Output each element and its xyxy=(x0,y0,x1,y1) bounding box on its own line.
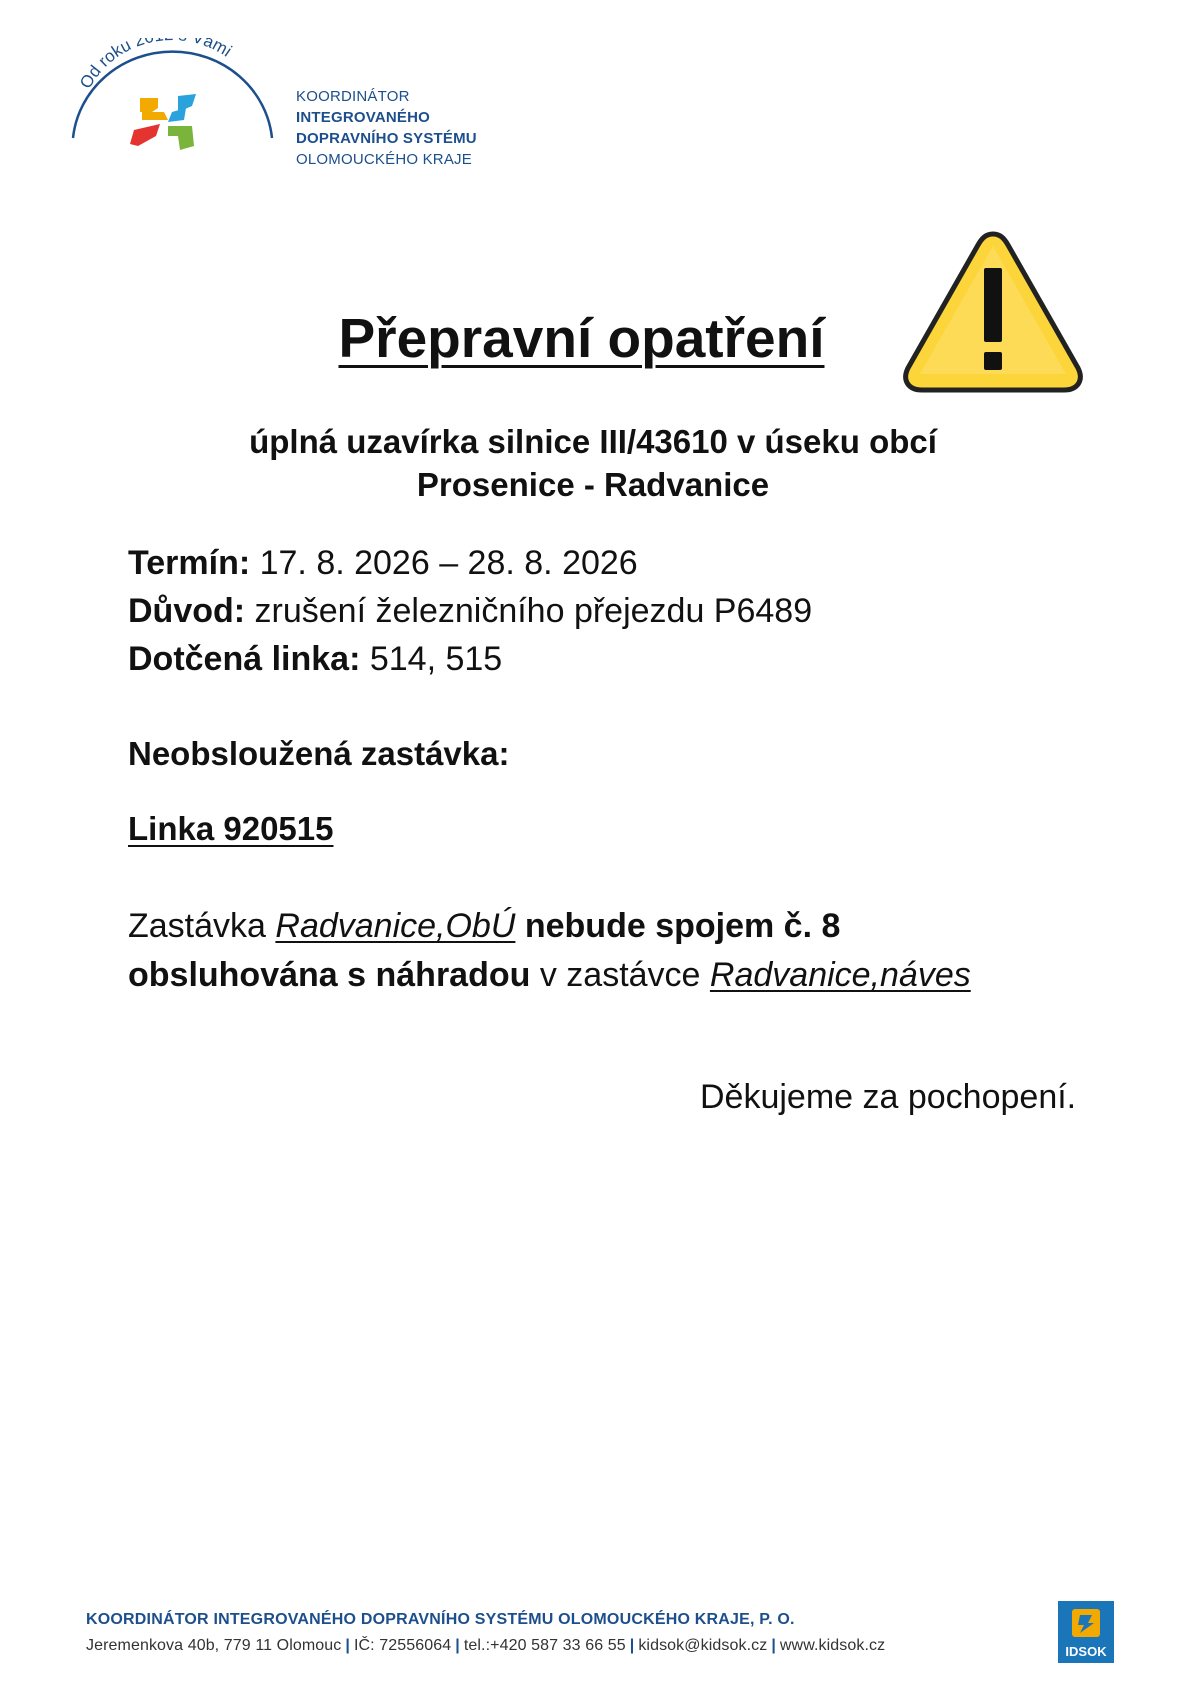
page-title: Přepravní opatření xyxy=(338,307,825,369)
footer-website[interactable]: www.kidsok.cz xyxy=(779,1637,886,1654)
affected-lines-line xyxy=(128,637,502,681)
notice-text-4: v zastávce xyxy=(530,956,710,994)
logo-line-3: DOPRAVNÍHO SYSTÉMU xyxy=(296,130,477,147)
footer-address: Jeremenkova 40b, 779 11 Olomouc xyxy=(86,1637,342,1654)
stop-name-radvanice-obu: Radvanice,ObÚ xyxy=(275,907,516,945)
affected-lines-value: 514, 515 xyxy=(360,640,503,678)
logo-line-1: KOORDINÁTOR xyxy=(296,88,410,105)
term-label: Termín: xyxy=(128,544,251,582)
reason-label: Důvod: xyxy=(128,592,246,630)
notice-text-3: obsluhována s náhradou xyxy=(128,956,531,994)
idsok-logo-icon xyxy=(68,38,328,173)
notice-line-2 xyxy=(128,951,1068,1000)
term-line xyxy=(128,541,638,585)
affected-lines-label: Dotčená linka: xyxy=(128,640,361,678)
warning-triangle-icon xyxy=(900,228,1086,394)
subtitle-line-2: Prosenice - Radvanice xyxy=(416,466,770,503)
closure-subtitle xyxy=(0,420,1186,506)
reason-value: zrušení železničního přejezdu P6489 xyxy=(245,592,813,630)
stop-name-radvanice-naves: Radvanice,náves xyxy=(709,956,971,994)
footer-phone: tel.:+420 587 33 66 55 xyxy=(463,1637,626,1654)
line-heading: Linka 920515 xyxy=(128,810,334,847)
footer-separator: | xyxy=(629,1637,635,1654)
notice-text-1: Zastávka xyxy=(128,907,276,945)
notice-line-1 xyxy=(128,902,1068,951)
footer-org-name: KOORDINÁTOR INTEGROVANÉHO DOPRAVNÍHO SYSTÉMU OLOMOUCKÉHO KRAJE, P. O. xyxy=(86,1611,795,1628)
logo-line-2: INTEGROVANÉHO xyxy=(296,109,430,126)
idsok-badge-label: IDSOK xyxy=(1065,1644,1107,1659)
unserved-stop-heading: Neobsloužená zastávka: xyxy=(128,735,510,772)
term-value: 17. 8. 2026 – 28. 8. 2026 xyxy=(250,544,638,582)
thanks-text: Děkujeme za pochopení. xyxy=(700,1078,1077,1116)
logo-line-4: OLOMOUCKÉHO KRAJE xyxy=(296,151,472,168)
notice-text-2: nebude spojem č. 8 xyxy=(515,907,841,945)
footer-ico: IČ: 72556064 xyxy=(353,1637,452,1654)
footer-separator: | xyxy=(455,1637,460,1654)
reason-line xyxy=(128,589,812,633)
idsok-badge xyxy=(1058,1601,1114,1663)
logo-wordmark xyxy=(296,86,477,170)
idsok-badge-icon xyxy=(1058,1601,1114,1643)
footer-contact-line xyxy=(86,1637,885,1655)
footer-separator: | xyxy=(345,1637,350,1654)
footer-separator: | xyxy=(771,1637,776,1654)
notice-paragraph xyxy=(128,902,1068,1000)
logo-arc-text: Od roku 2 ámi xyxy=(76,38,236,92)
footer-email[interactable]: kidsok@kidsok.cz xyxy=(638,1637,768,1654)
subtitle-line-1: úplná uzavírka silnice III/43610 v úseku obcí xyxy=(249,423,937,460)
